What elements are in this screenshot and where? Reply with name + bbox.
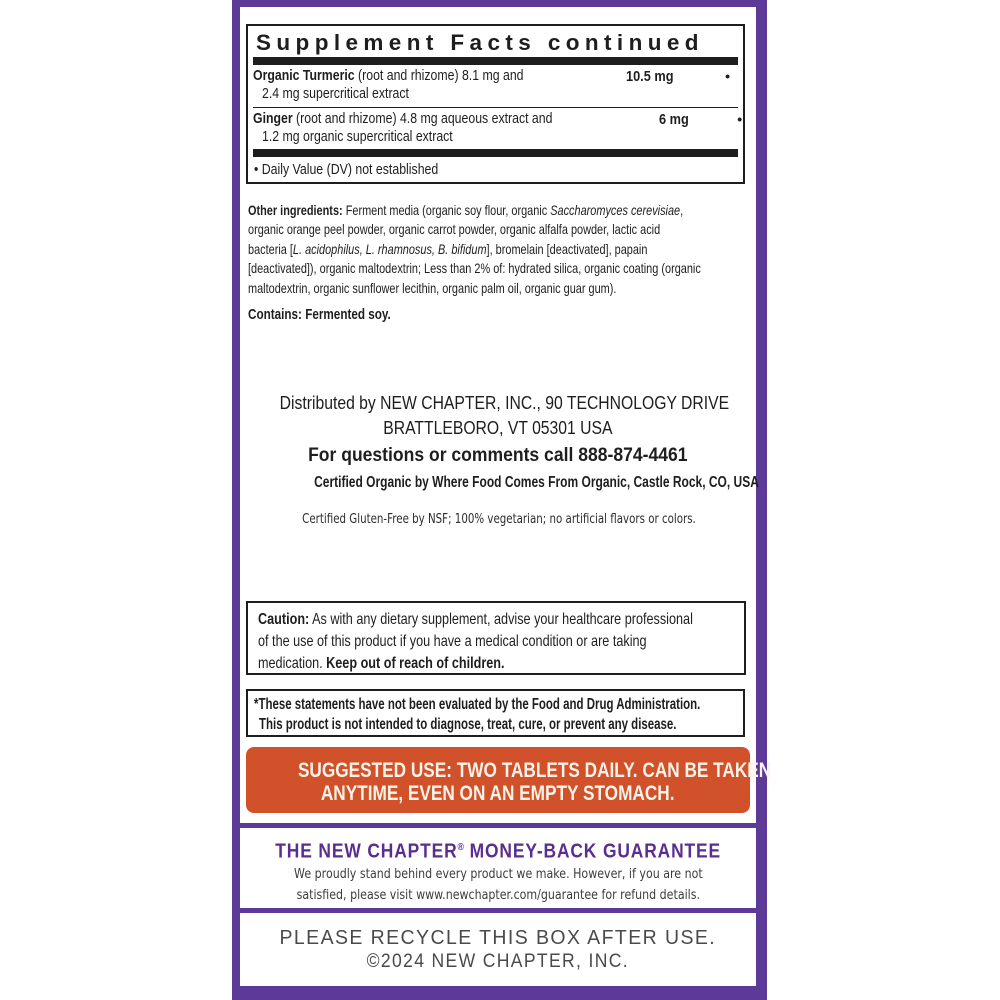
recycle-line: PLEASE RECYCLE THIS BOX AFTER USE.: [279, 926, 717, 949]
other-ingredients-paragraph: Other ingredients: Ferment media (organic soy flour, organic Saccharomyces cerevisiae, organic orange peel powder, organic carrot powder, organic alfalfa powder, lactic acid bacteria [L. acidophilus, L. rhamnosus, B. bifidum], bromelain [deactivated], papain [deactivated]), organic maltodextrin; Less than 2% of: hydrated silica, organic coating (organic maltodextrin, organic sunflower lecithin, organic palm oil, organic guar gum).: [248, 202, 701, 296]
ingredient-name-bold: Ginger: [253, 109, 293, 127]
money-back-guarantee-section: [240, 828, 756, 908]
distributor-line1: Distributed by NEW CHAPTER, INC., 90 TECHNOLOGY DRIVE: [279, 392, 730, 413]
caution-box: Caution: As with any dietary supplement, advise your healthcare professional of the use of this product if you have a medical condition or are taking medication. Keep out of reach of children.: [246, 601, 746, 675]
ingredient-desc: (root and rhizome) 8.1 mg and: [354, 67, 524, 84]
fda-disclaimer-box: *These statements have not been evaluated by the Food and Drug Administration. This product is not intended to diagnose, treat, cure, or prevent any disease.: [246, 689, 745, 737]
supplement-facts-title: Supplement Facts continued: [256, 30, 704, 55]
thick-divider-bottom: [253, 149, 738, 157]
supplement-facts-rows: [248, 65, 743, 149]
ingredient-desc-line2: 2.4 mg supercritical extract: [262, 85, 409, 103]
ingredient-name-bold: Organic Turmeric: [253, 67, 355, 84]
registered-mark: ®: [457, 842, 464, 853]
ingredient-amount: 6 mg: [659, 110, 689, 128]
ingredient-name: [253, 110, 618, 147]
caution-label: Caution:: [258, 611, 310, 628]
daily-value-marker: •: [725, 68, 730, 84]
species-italic: L. acidophilus, L. rhamnosus, B. bifidum: [292, 240, 487, 257]
ingredient-desc: (root and rhizome) 4.8 mg aqueous extract and: [292, 109, 553, 127]
recycle-footer-section: [240, 913, 756, 986]
distributor-address: [240, 390, 756, 440]
daily-value-footnote: • Daily Value (DV) not established: [254, 162, 439, 179]
other-ingredients-label: Other ingredients:: [248, 202, 343, 218]
guarantee-body: We proudly stand behind every product we make. However, if you are not satisfied, please visit www.newchapter.com/guarantee for refund details.: [240, 864, 756, 906]
certified-organic-line: Certified Organic by Where Food Comes From Organic, Castle Rock, CO, USA: [314, 474, 759, 491]
suggested-use-label: SUGGESTED USE:: [297, 759, 453, 782]
questions-phone-line: For questions or comments call 888-874-4461: [308, 444, 688, 466]
thick-divider-top: [253, 57, 738, 65]
supplement-facts-table: [246, 24, 745, 184]
ingredient-name: [253, 67, 606, 104]
copyright-line: ©2024 NEW CHAPTER, INC.: [366, 950, 630, 972]
supplement-info-section: [240, 7, 772, 823]
keep-out-of-reach-bold: Keep out of reach of children.: [326, 655, 505, 672]
guarantee-url-line: satisfied, please visit www.newchapter.com/guarantee for refund details.: [296, 887, 700, 903]
suggested-use-box: SUGGESTED USE: TWO TABLETS DAILY. CAN BE TAKEN ANYTIME, EVEN ON AN EMPTY STOMACH.: [246, 747, 750, 813]
guarantee-title: THE NEW CHAPTER® MONEY-BACK GUARANTEE: [275, 840, 721, 863]
ingredient-amount: 10.5 mg: [626, 68, 674, 85]
distributor-line2: BRATTLEBORO, VT 05301 USA: [383, 417, 613, 438]
contains-statement: Contains: Fermented soy.: [248, 306, 391, 323]
label-panel: [232, 0, 772, 1000]
species-italic: Saccharomyces cerevisiae: [550, 202, 681, 218]
daily-value-marker: •: [737, 110, 743, 127]
table-row-ginger: [253, 107, 743, 150]
table-row-turmeric: [253, 65, 738, 107]
ingredient-desc-line2: 1.2 mg organic supercritical extract: [262, 127, 453, 145]
certified-gluten-free-line: Certified Gluten-Free by NSF; 100% vegetarian; no artificial flavors or colors.: [302, 511, 696, 527]
